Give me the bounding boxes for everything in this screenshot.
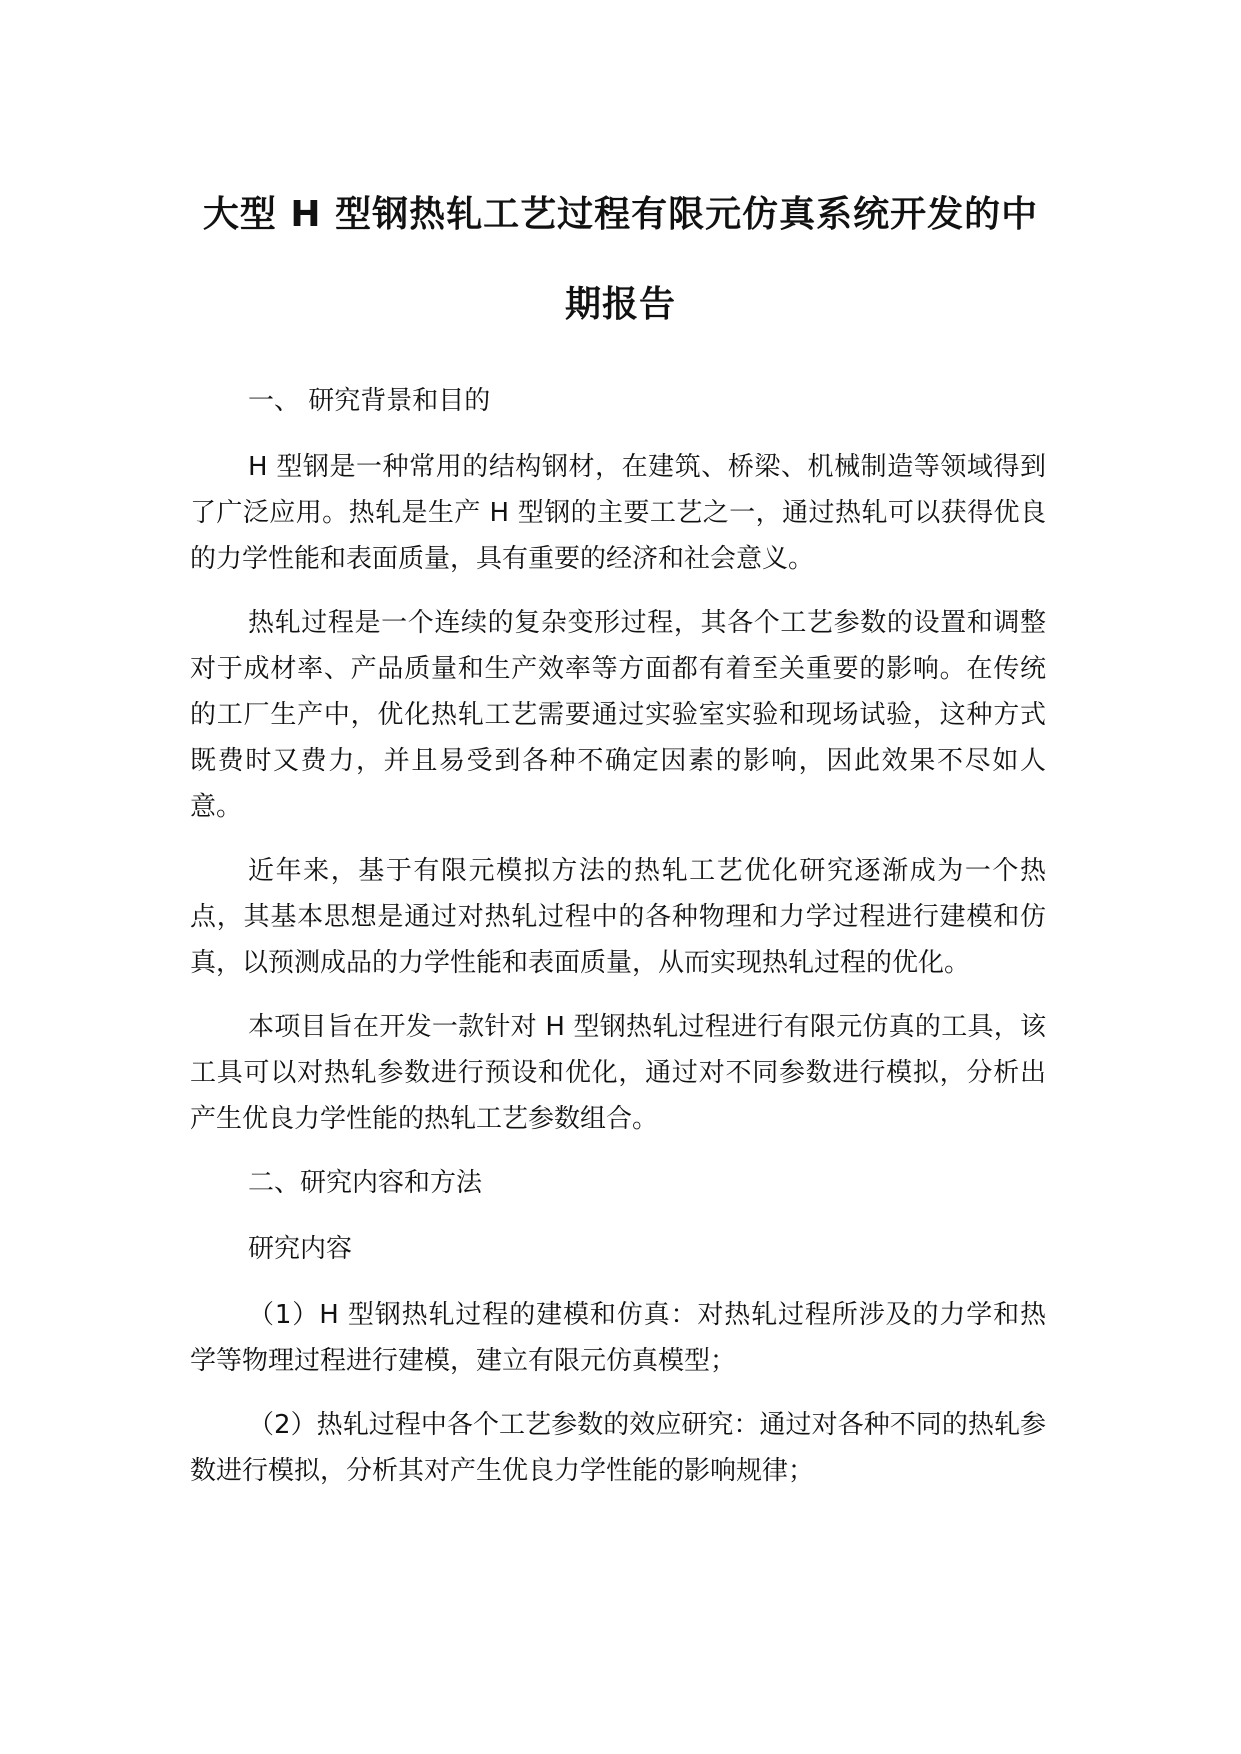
paragraph: H 型钢是一种常用的结构钢材，在建筑、桥梁、机械制造等领域得到了广泛应用。热轧是生产 H 型钢的主要工艺之一，通过热轧可以获得优良的力学性能和表面质量，具有重要的经济和社会意义。 — [190, 452, 1046, 574]
document-title: 大型 H 型钢热轧工艺过程有限元仿真系统开发的中期报告 — [202, 194, 1039, 325]
list-item: （2）热轧过程中各个工艺参数的效应研究：通过对各种不同的热轧参数进行模拟，分析其对产生优良力学性能的影响规律； — [190, 1410, 1046, 1486]
list-item: （1）H 型钢热轧过程的建模和仿真：对热轧过程所涉及的力学和热学等物理过程进行建模，建立有限元仿真模型； — [190, 1300, 1046, 1376]
paragraph: 热轧过程是一个连续的复杂变形过程，其各个工艺参数的设置和调整对于成材率、产品质量和生产效率等方面都有着至关重要的影响。在传统的工厂生产中，优化热轧工艺需要通过实验室实验和现场试验，这种方式既费时又费力，并且易受到各种不确定因素的影响，因此效果不尽如人意。 — [190, 608, 1046, 822]
section-heading-methods: 二、研究内容和方法 — [248, 1168, 483, 1198]
paragraph: 本项目旨在开发一款针对 H 型钢热轧过程进行有限元仿真的工具，该工具可以对热轧参数进行预设和优化，通过对不同参数进行模拟，分析出产生优良力学性能的热轧工艺参数组合。 — [190, 1012, 1046, 1134]
document-body — [190, 378, 1046, 1512]
subheading-research-content: 研究内容 — [248, 1234, 353, 1264]
paragraph: 近年来，基于有限元模拟方法的热轧工艺优化研究逐渐成为一个热点，其基本思想是通过对热轧过程中的各种物理和力学过程进行建模和仿真，以预测成品的力学性能和表面质量，从而实现热轧过程的优化。 — [190, 856, 1046, 978]
section-heading-background: 一、 研究背景和目的 — [248, 386, 491, 416]
